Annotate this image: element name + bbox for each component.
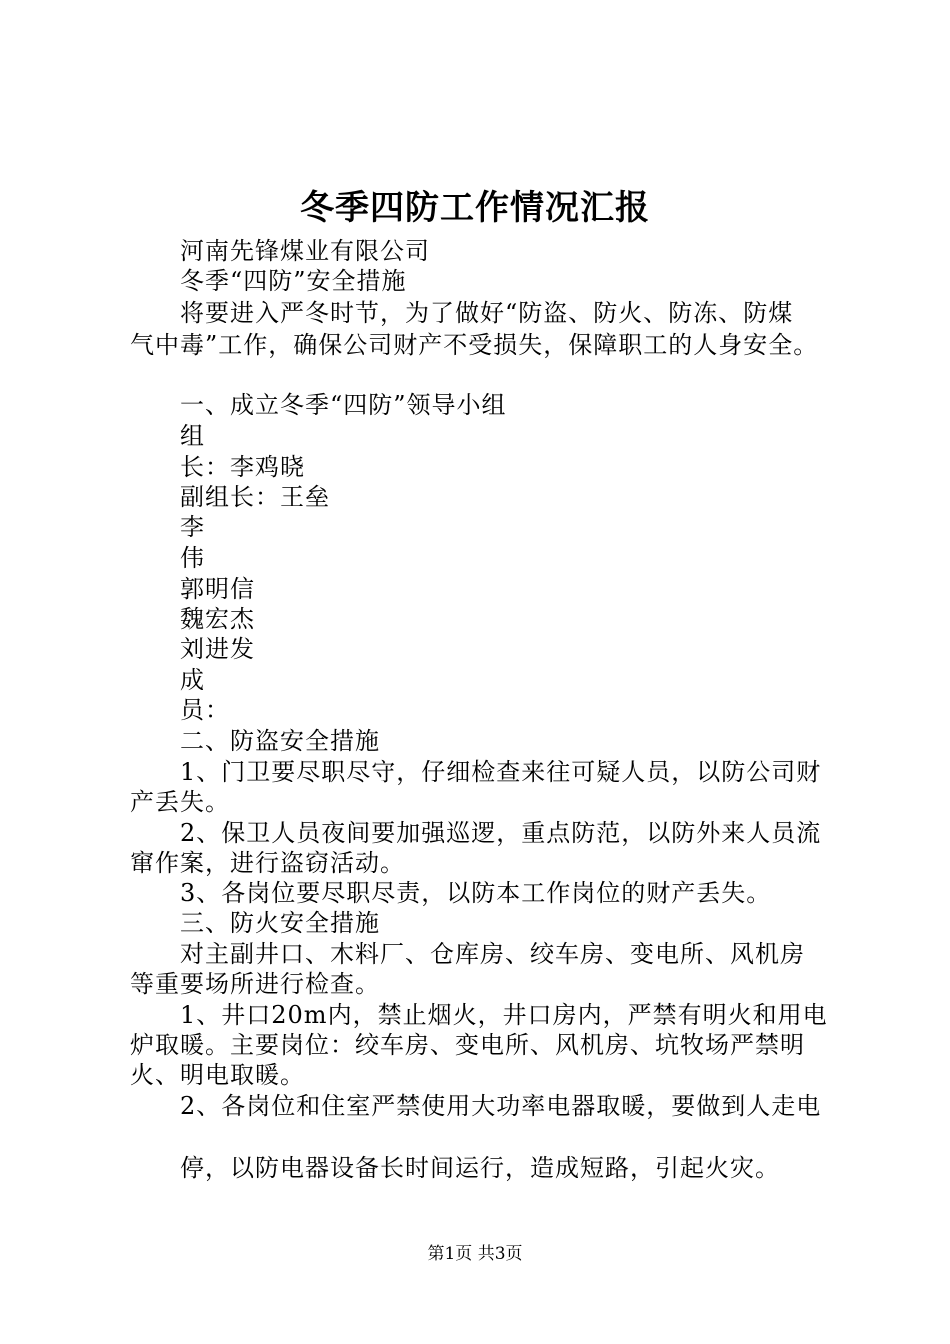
subtitle: 冬季“四防”安全措施	[180, 267, 407, 295]
paragraph-line: 3、各岗位要尽职尽责，以防本工作岗位的财产丢失。	[180, 879, 772, 907]
paragraph-line: 炉取暖。主要岗位：绞车房、变电所、风机房、坑牧场严禁明	[130, 1031, 805, 1059]
page-footer: 第1页 共3页	[427, 1244, 523, 1264]
paragraph-line: 停，以防电器设备长时间运行，造成短路，引起火灾。	[180, 1154, 780, 1182]
paragraph-line: 1、门卫要尽职尽守，仔细检查来往可疑人员，以防公司财	[180, 758, 822, 786]
list-item: 郭明信	[180, 575, 255, 603]
paragraph-line: 2、保卫人员夜间要加强巡逻，重点防范，以防外来人员流	[180, 819, 822, 847]
paragraph-line: 火、明电取暖。	[130, 1061, 305, 1089]
list-item: 魏宏杰	[180, 605, 255, 633]
list-item: 员：	[180, 696, 230, 724]
list-item: 刘进发	[180, 635, 255, 663]
document-title: 冬季四防工作情况汇报	[300, 188, 650, 228]
paragraph-line: 1、井口20m内，禁止烟火，井口房内，严禁有明火和用电	[180, 1001, 828, 1029]
section-heading: 三、防火安全措施	[180, 909, 380, 937]
paragraph-line: 将要进入严冬时节，为了做好“防盗、防火、防冻、防煤	[180, 299, 794, 327]
list-item: 组	[180, 422, 205, 450]
list-item: 长：李鸡晓	[180, 453, 305, 481]
list-item: 伟	[180, 544, 205, 572]
company-name: 河南先锋煤业有限公司	[180, 237, 430, 265]
paragraph-line: 窜作案，进行盗窃活动。	[130, 849, 405, 877]
paragraph-line: 对主副井口、木料厂、仓库房、绞车房、变电所、风机房	[180, 940, 805, 968]
list-item: 成	[180, 666, 205, 694]
paragraph-line: 产丢失。	[130, 788, 230, 816]
paragraph-line: 气中毒”工作，确保公司财产不受损失，保障职工的人身安全。	[130, 331, 819, 359]
paragraph-line: 2、各岗位和住室严禁使用大功率电器取暖，要做到人走电	[180, 1092, 822, 1120]
section-heading: 二、防盗安全措施	[180, 727, 380, 755]
list-item: 副组长：王垒	[180, 483, 330, 511]
section-heading: 一、成立冬季“四防”领导小组	[180, 391, 507, 419]
list-item: 李	[180, 513, 205, 541]
paragraph-line: 等重要场所进行检查。	[130, 970, 380, 998]
